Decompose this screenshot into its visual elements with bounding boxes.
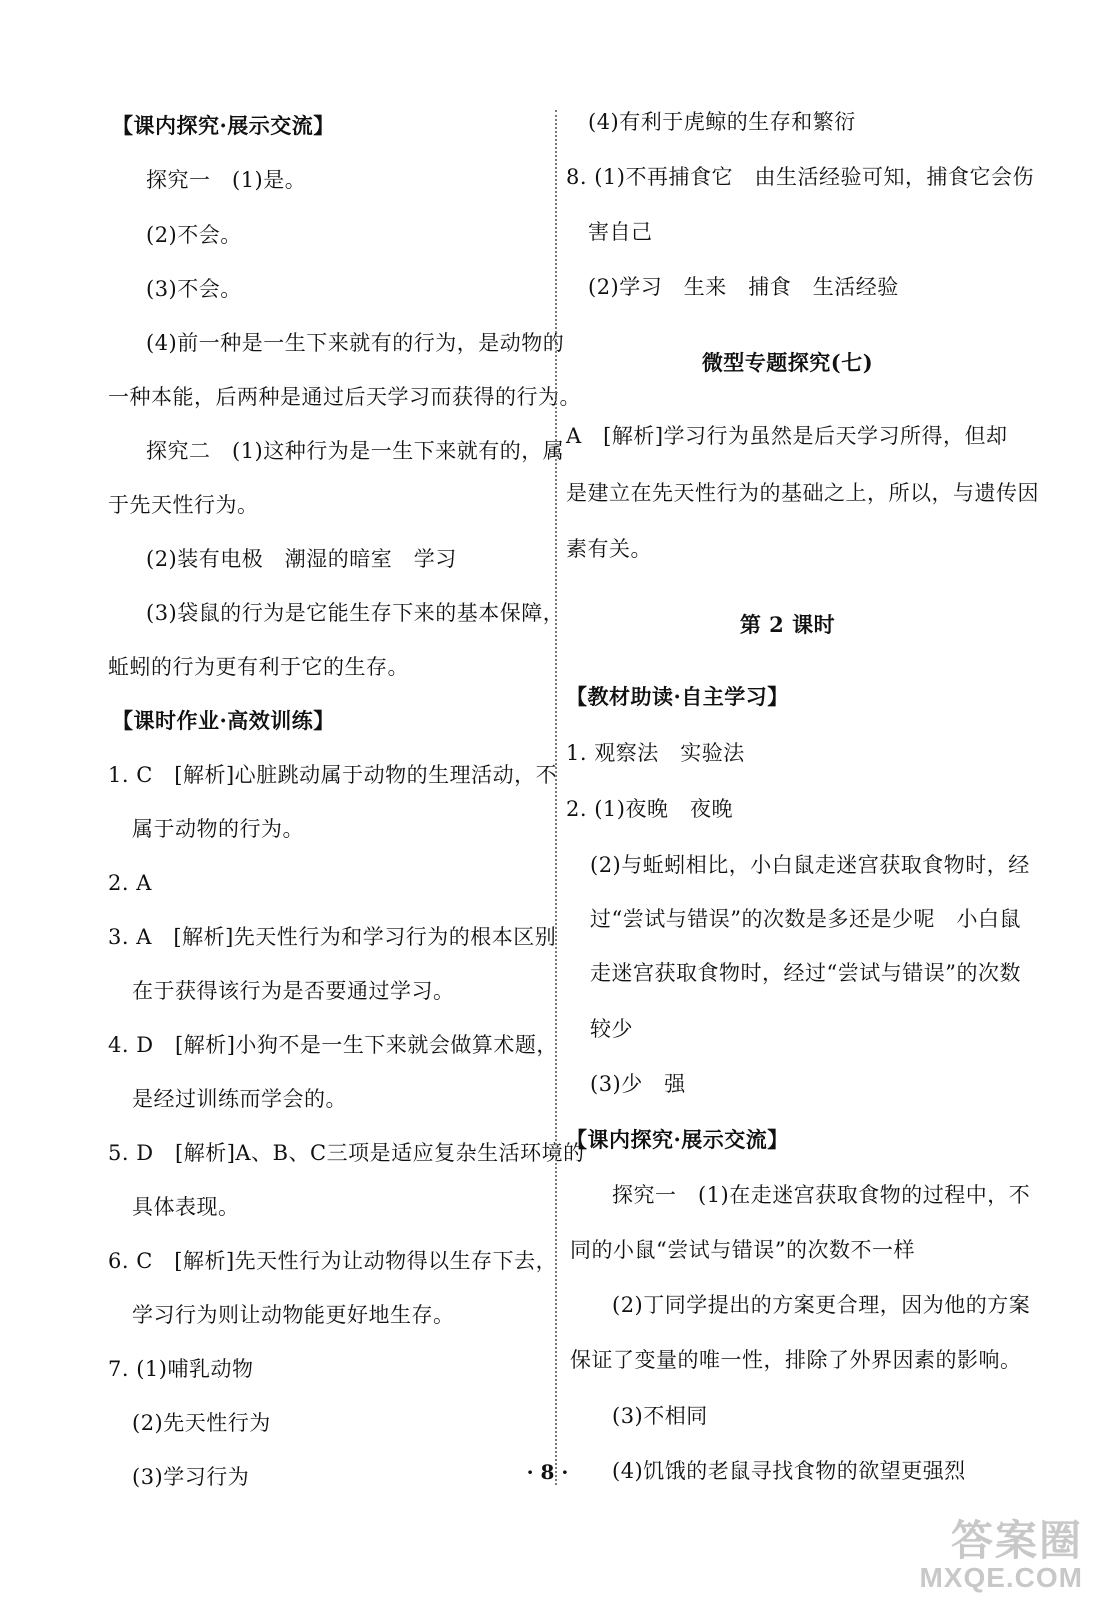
answer-line: 素有关。 [566, 537, 652, 561]
answer-line: 害自己 [588, 220, 653, 244]
section-heading: 【教材助读·自主学习】 [566, 684, 789, 709]
answer-line: 于先天性行为。 [108, 493, 259, 517]
answer-line: 1. C [解析]心脏跳动属于动物的生理活动，不 [108, 763, 558, 787]
answer-line: (2)不会。 [146, 223, 242, 247]
answer-line: 具体表现。 [132, 1195, 240, 1219]
answer-line: 是建立在先天性行为的基础之上，所以，与遗传因 [566, 481, 1039, 505]
answer-line: (3)不会。 [146, 277, 242, 301]
answer-line: 2. (1)夜晚 夜晚 [566, 797, 733, 821]
answer-line: 8. (1)不再捕食它 由生活经验可知，捕食它会伤 [566, 165, 1034, 189]
answer-line: 1. 观察法 实验法 [566, 741, 745, 765]
page-number: · 8 · [526, 1460, 569, 1484]
watermark-url: MXQE.COM [919, 1561, 1083, 1593]
answer-line: (2)丁同学提出的方案更合理，因为他的方案 [612, 1293, 1031, 1317]
answer-line: (2)学习 生来 捕食 生活经验 [588, 275, 899, 299]
watermark-text: 答案圈 [950, 1516, 1083, 1564]
answer-line: 4. D [解析]小狗不是一生下来就会做算术题， [108, 1033, 558, 1057]
answer-line: 2. A [108, 871, 152, 895]
answer-line: 属于动物的行为。 [132, 817, 304, 841]
lesson-title: 第 2 课时 [739, 612, 836, 637]
answer-line: 5. D [解析]A、B、C三项是适应复杂生活环境的 [108, 1141, 585, 1165]
section-heading: 【课内探究·展示交流】 [112, 113, 335, 138]
answer-line: 较少 [590, 1017, 633, 1041]
answer-line: 保证了变量的唯一性，排除了外界因素的影响。 [570, 1348, 1022, 1372]
answer-line: (2)先天性行为 [132, 1411, 271, 1435]
answer-line: (4)前一种是一生下来就有的行为，是动物的 [146, 331, 565, 355]
answer-line: (4)有利于虎鲸的生存和繁衍 [588, 110, 856, 134]
answer-line: 过“尝试与错误”的次数是多还是少呢 小白鼠 [590, 907, 1021, 931]
answer-line: 是经过训练而学会的。 [132, 1087, 347, 1111]
answer-line: (3)学习行为 [132, 1465, 250, 1489]
answer-line: 3. A [解析]先天性行为和学习行为的根本区别 [108, 925, 557, 949]
answer-line: A [解析]学习行为虽然是后天学习所得，但却 [566, 424, 1008, 448]
answer-line: 蚯蚓的行为更有利于它的生存。 [108, 655, 409, 679]
answer-line: 一种本能，后两种是通过后天学习而获得的行为。 [108, 385, 581, 409]
watermark [919, 1516, 1083, 1593]
answer-line: 6. C [解析]先天性行为让动物得以生存下去， [108, 1249, 558, 1273]
answer-line: (4)饥饿的老鼠寻找食物的欲望更强烈 [612, 1459, 966, 1483]
section-heading: 【课内探究·展示交流】 [566, 1127, 789, 1152]
answer-line: (3)袋鼠的行为是它能生存下来的基本保障， [146, 601, 565, 625]
answer-line: (2)与蚯蚓相比，小白鼠走迷宫获取食物时，经 [590, 853, 1030, 877]
section-heading: 【课时作业·高效训练】 [112, 708, 335, 733]
answer-line: 探究一 (1)在走迷宫获取食物的过程中，不 [612, 1183, 1031, 1207]
answer-line: 在于获得该行为是否要通过学习。 [132, 979, 455, 1003]
column-divider [555, 110, 557, 1485]
answer-line: (2)装有电极 潮湿的暗室 学习 [146, 547, 457, 571]
answer-line: 7. (1)哺乳动物 [108, 1357, 254, 1381]
answer-line: 探究二 (1)这种行为是一生下来就有的，属 [146, 439, 565, 463]
answer-line: 学习行为则让动物能更好地生存。 [132, 1303, 455, 1327]
answer-line: 同的小鼠“尝试与错误”的次数不一样 [570, 1238, 915, 1262]
answer-line: (3)不相同 [612, 1404, 708, 1428]
answer-line: 探究一 (1)是。 [146, 168, 307, 192]
answer-line: 走迷宫获取食物时，经过“尝试与错误”的次数 [590, 961, 1021, 985]
answer-line: (3)少 强 [590, 1072, 686, 1096]
topic-title: 微型专题探究(七) [701, 350, 874, 375]
